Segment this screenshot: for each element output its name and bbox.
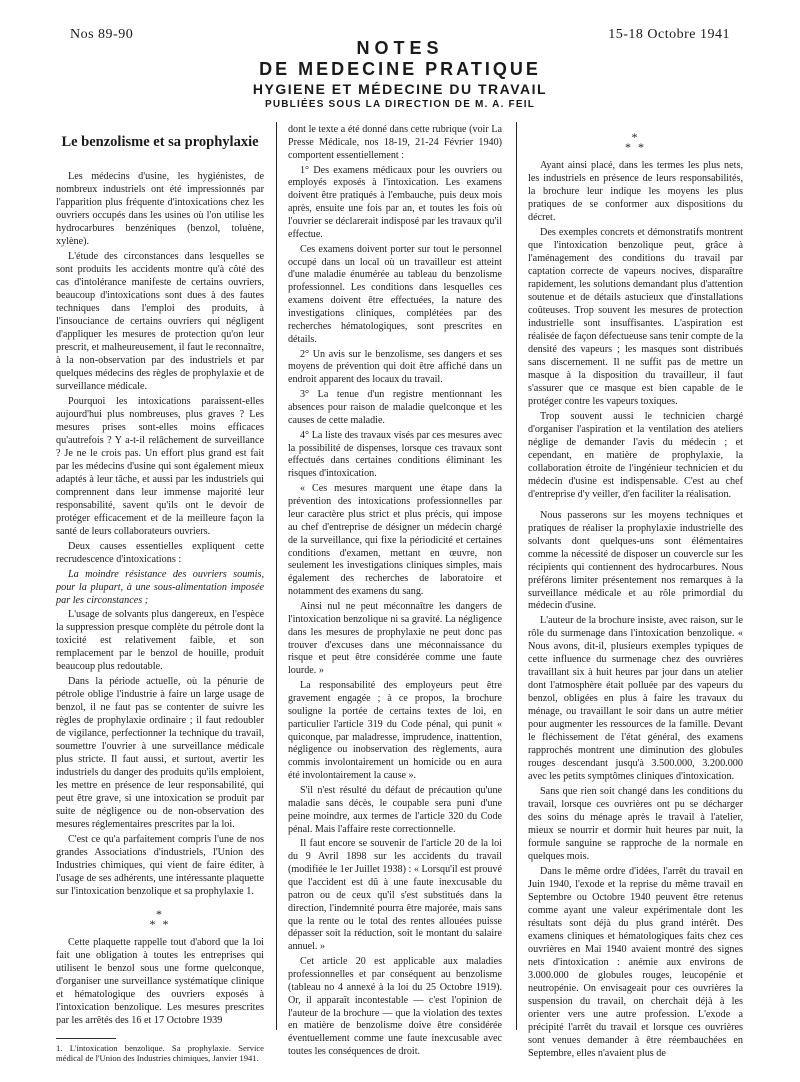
paragraph: Sans que rien soit changé dans les conditions du travail, lorsque ces ouvrières ont pu se décharger des soins du ménage après le travail à l'atelier, mieux se nourrir et dormir huit heures par nuit, la formule sanguine se rapproche de la normale en quelques mois. xyxy=(528,786,743,863)
paragraph: Cette plaquette rappelle tout d'abord que la loi fait une obligation à toutes les entreprises qui utilisent le benzol sous une forme quelconque, d'organiser une surveillance systématique clinique et hématologique des ouvriers exposés à l'intoxication benzolique. Les mesures prescrites par les arrêtés des 16 et 17 Octobre 1939 xyxy=(56,937,264,1027)
masthead-line-1: NOTES xyxy=(356,38,444,58)
paragraph: Ces examens doivent porter sur tout le personnel occupé dans un local où un travailleur est atteint d'une maladie énumérée au tableau du benzolisme professionnel. Les conditions dans lesquelles ces examens doivent être effectuées, la nature des investigations cliniques, complétées par des recherches hématologiques, sont prescrites en détails. xyxy=(288,243,502,345)
paragraph: 1° Des examens médicaux pour les ouvriers ou employés exposés à l'intoxication. Les examens doivent être pratiqués à l'embauche, puis deux mois après, ensuite une fois par an, et toutes les fois où l'ouvrier se déclarerait indisposé par les travaux qu'il effectue. xyxy=(288,164,502,240)
issue-date: 15-18 Octobre 1941 xyxy=(608,27,730,42)
column-3 xyxy=(528,132,743,1063)
paragraph: dont le texte a été donné dans cette rubrique (voir La Presse Médicale, nos 18-19, 21-24 Février 1940) comportent essentiellement : xyxy=(288,124,502,161)
section-separator: * * * xyxy=(149,907,171,932)
paragraph: La moindre résistance des ouvriers soumis, pour la plupart, à une sous-alimentation imposée par les circonstances ; xyxy=(56,568,264,606)
paragraph: 3° La tenue d'un registre mentionnant les absences pour raison de maladie quelconque et les causes de cette maladie. xyxy=(288,389,502,426)
paragraph: 4° La liste des travaux visés par ces mesures avec la possibilité de dispenses, lorsque ces travaux sont effectués dans certaines conditions éliminant les risques d'intoxication. xyxy=(288,429,502,480)
column-divider xyxy=(516,122,517,1030)
footnote-divider xyxy=(56,1038,116,1039)
paragraph: Trop souvent aussi le technicien chargé d'organiser l'aspiration et la ventilation des ateliers néglige de demander l'avis du médecin ; et cependant, en matière de prophylaxie, la collaboration étroite de l'ingénieur technicien et du médecin d'usine est indispensable. C'est au chef d'entreprise d'y veiller, d'en faciliter la réalisation. xyxy=(528,410,743,500)
paragraph: La responsabilité des employeurs peut être gravement engagée ; à ce propos, la brochure souligne la portée de certains textes de loi, en particulier l'article 319 du Code pénal, qui punit « quiconque, par maladresse, imprudence, inattention, négligence ou inobservation des règlements, aura commis involontairement un homicide ou en aura été involontairement la cause ». xyxy=(288,680,502,782)
article-title: Le benzolisme et sa prophylaxie xyxy=(61,134,259,150)
column-1 xyxy=(56,124,264,1064)
paragraph: 2° Un avis sur le benzolisme, ses dangers et ses moyens de prévention qui doit être affiché dans un endroit apparent des locaux du travail. xyxy=(288,348,502,386)
paragraph: Cet article 20 est applicable aux maladies professionnelles et par conséquent au benzolisme (tableau no 4 annexé à la loi du 25 Octobre 1919). Or, il apparaît incontestable — c'est l'opinion de l'auteur de la brochure — que la violation des textes en matière de benzolisme doive être considérée éventuellement comme une faute inexcusable avec toutes les conséquences de droit. xyxy=(288,956,502,1058)
masthead-line-3: HYGIENE ET MÉDECINE DU TRAVAIL xyxy=(252,81,548,97)
issue-number: Nos 89-90 xyxy=(70,27,134,42)
paragraph: Dans la période actuelle, où la pénurie de pétrole oblige l'industrie à faire un large usage de benzol, il ne faut pas se contenter de suivre les règles de prophylaxie ordinaire ; il faut redoubler de vigilance, perfectionner la technique du travail, soumettre l'ouvrier à une surveillance médicale plus stricte. Il faut aussi, et surtout, avertir les industriels du danger des produits qu'ils emploient, les mettre en présence de leur responsabilité, qui peut être grave, si une intoxication se produit par suite de négligence ou de non-observation des mesures réglementaires prescrites par la loi. xyxy=(56,676,264,831)
paragraph: Ainsi nul ne peut méconnaître les dangers de l'intoxication benzolique ni sa gravité. La négligence dans les mesures de prophylaxie ne peut donc pas trouver d'excuses dans une méconnaissance du risque et peut être considérée comme une faute lourde. » xyxy=(288,600,502,677)
paragraph: Il faut encore se souvenir de l'article 20 de la loi du 9 Avril 1898 sur les accidents du travail (modifiée le 1er Juillet 1938) : « Lorsqu'il est prouvé que l'accident est dû à une faute inexcusable du patron ou de ceux qu'il s'est substitués dans la direction, l'indemnité pourra être majorée, mais sans que la rente ou le total des rentes allouées puisse dépasser soit la réduction, soit le montant du salaire annuel. » xyxy=(288,838,502,953)
footnote: 1. L'intoxication benzolique. Sa prophylaxie. Service médical de l'Union des Industries chimiques, Janvier 1941. xyxy=(56,1043,264,1064)
column-2 xyxy=(288,124,502,1061)
column-divider xyxy=(276,122,277,1030)
paragraph: Nous passerons sur les moyens techniques et pratiques de réaliser la prophylaxie industrielle des solvants dont quelques-uns sont élémentaires comme la nécessité de disposer un couvercle sur les récipients qui contiennent des hydrocarbures. Nous préférons limiter présentement nos remarques à la surveillance médicale et au rôle primordial du médecin d'usine. xyxy=(528,509,743,612)
paragraph: L'usage de solvants plus dangereux, en l'espèce la suppression presque complète du pétrole dont la toxicité est relativement faible, et son remplacement par le benzol de houille, produit beaucoup plus redoutable. xyxy=(56,609,264,673)
masthead xyxy=(0,38,800,112)
paragraph: C'est ce qu'a parfaitement compris l'une de nos grandes Associations d'industriels, l'Union des Industries chimiques, qui vient de faire éditer, à l'usage de ses adhérents, une intéressante plaquette sur l'intoxication benzolique et sa prophylaxie 1. xyxy=(56,834,264,898)
paragraph: Deux causes essentielles expliquent cette recrudescence d'intoxications : xyxy=(56,540,264,565)
paragraph: Des exemples concrets et démonstratifs montrent que l'intoxication benzolique peut, grâce à l'aménagement des conditions du travail par captation correcte de vapeurs nocives, disparaître rapidement, les solutions demandant plus d'attention soutenue et de détails astucieux que d'installations coûteuses. Trop souvent les mesures de protection industrielle sont insuffisantes. L'aspiration est réalisée de façon défectueuse sans tenir compte de la densité des vapeurs ; les masques sont distribués sans discernement. Il ne suffit pas de mettre un masque à la disposition du travailleur, il faut s'assurer que ce masque est bien capable de le protéger contre les vapeurs toxiques. xyxy=(528,226,743,407)
paragraph: Ayant ainsi placé, dans les termes les plus nets, les industriels en présence de leurs responsabilités, la brochure leur indique les moyens les plus pratiques de se conformer aux dispositions du décret. xyxy=(528,160,743,223)
paragraph: L'auteur de la brochure insiste, avec raison, sur le rôle du surmenage dans l'intoxication benzolique. « Nous avons, dit-il, plusieurs exemples typiques de cette influence du surmenage chez des ouvrières travaillant six à huit heures par jour dans un atelier dont l'atmosphère était polluée par des vapeurs du benzol, obligées en plus à faire les travaux du ménage, ou travaillant le soir dans un autre métier pour augmenter les ressources de la famille. Devant le fléchissement de l'état général, des examens rapprochés montrent une diminution des globules rouges descendant jusqu'à 3.500.000, 3.200.000 avec les petits symptômes cliniques d'intoxication. xyxy=(528,615,743,783)
masthead-line-2: DE MEDECINE PRATIQUE xyxy=(259,59,541,79)
paragraph: « Ces mesures marquent une étape dans la prévention des intoxications professionnelles par leur caractère plus strict et plus précis, qui impose au chef d'entreprise de désigner un médecin chargé de la surveillance, qui fixe la périodicité et certaines conditions d'examen, mettant en œuvre, non seulement les investigations cliniques simples, mais également des recherches de laboratoire et notamment des examens du sang. xyxy=(288,483,502,598)
paragraph: Pourquoi les intoxications paraissent-elles aujourd'hui plus nombreuses, plus graves ? Les mesures prises sont-elles moins efficaces qu'autrefois ? Y a-t-il relâchement de surveillance ? Je ne le crois pas. Un effort plus grand est fait par les médecins d'usine qui sont également mieux adaptés à leur tâche, et aussi par les industriels qui comprennent dans leur immense majorité leur responsabilité, savent qu'ils ont le devoir de protéger efficacement et de la meilleure façon la santé de leurs collaborateurs ouvriers. xyxy=(56,395,264,537)
paragraph: Dans le même ordre d'idées, l'arrêt du travail en Juin 1940, l'exode et la reprise du même travail en Septembre ou Octobre 1940 peuvent être retenus comme ayant une valeur expérimentale dont les résultats sont déjà du plus grand intérêt. Des examens cliniques et hématologiques faits chez ces ouvrières en Mai 1940 avaient montré des signes nets d'intoxication : anémie aux environs de 3.000.000 de globules rouges, leucopénie et neutropénie. On envisageait pour ces ouvrières la suspension du travail, on cherchait déjà à les orienter vers une autre profession. L'exode a précipité l'arrêt du travail et lorsque ces ouvrières sont venues demander à être réembauchées en Septembre, elles n'avaient plus de xyxy=(528,866,743,1059)
paragraph: L'étude des circonstances dans lesquelles se sont produits les accidents montre qu'à côté des cas d'intolérance manifeste de certains ouvriers, beaucoup d'intoxications sont dues à des fautes techniques dans l'emploi des produits, à l'insouciance de certains ouvriers qui négligent d'appliquer les mesures de protection qu'on leur prescrit, et malheureusement, il faut le reconnaître, à la non-observation par des industriels et par quelques médecins des règles de prophylaxie et de surveillance médicale. xyxy=(56,250,264,392)
paragraph: S'il n'est résulté du défaut de précaution qu'une maladie sans décès, le coupable sera puni d'une peine moindre, aux termes de l'article 320 du Code pénal. Mais l'affaire reste correctionnelle. xyxy=(288,784,502,835)
section-separator: * * * xyxy=(625,130,646,154)
paragraph: Les médecins d'usine, les hygiénistes, de nombreux industriels ont été impressionnés par l'apparition plus fréquente d'intoxications chez les ouvriers occupés dans les usines où l'on utilise les hydrocarbures benzéniques (benzol, toluène, xylène). xyxy=(56,171,264,247)
masthead-line-4: PUBLIÉES SOUS LA DIRECTION DE M. A. FEIL xyxy=(264,99,536,110)
